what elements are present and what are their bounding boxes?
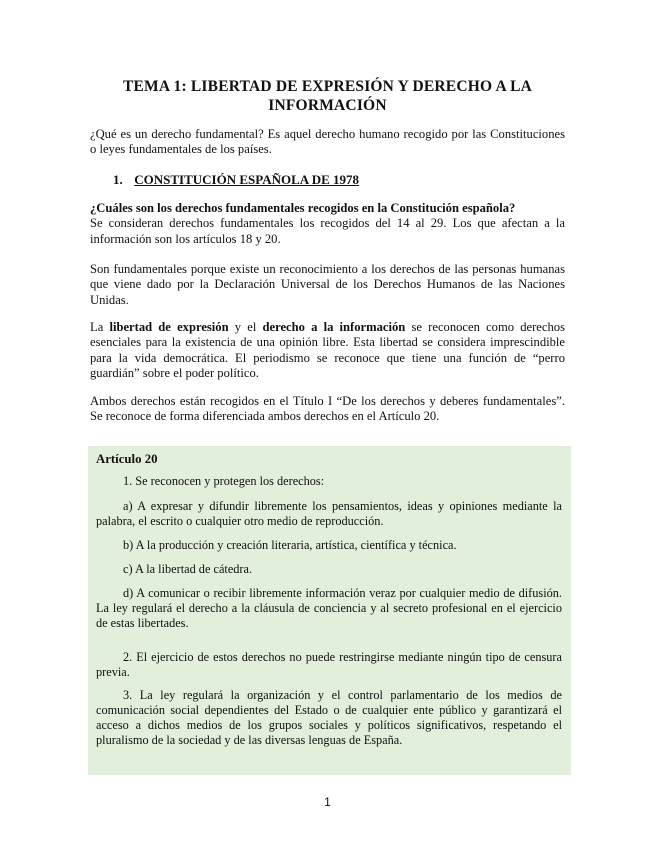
title-line-2: INFORMACIÓN [268, 97, 387, 114]
fundamentales-paragraph: Son fundamentales porque existe un reconocimiento a los derechos de las personas humanas que viene dado por la Declaración Universal de los Derechos Humanos de las Naciones Unidas. [90, 262, 565, 307]
answer-text: Se consideran derechos fundamentales los recogidos del 14 al 29. Los que afectan a la información son los artículos 18 y 20. [90, 216, 565, 246]
libertad-text-1: La [90, 320, 110, 334]
page-number: 1 [324, 795, 331, 809]
libertad-paragraph [90, 320, 565, 382]
section-heading [113, 172, 359, 188]
titulo-paragraph: Ambos derechos están recogidos en el Título I “De los derechos y deberes fundamentales”. Se reconoce de forma diferenciada ambos derechos en el Artículo 20. [90, 394, 565, 424]
page-title [95, 77, 560, 115]
articulo-paragraph-3: 3. La ley regulará la organización y el control parlamentario de los medios de comunicación social dependientes del Estado o de cualquier ente público y garantizará el acceso a dichos medios de los grupos sociales y políticos significativos, respetando el pluralismo de la sociedad y de las diversas lenguas de España. [96, 688, 562, 747]
articulo-item-d: d) A comunicar o recibir libremente información veraz por cualquier medio de difusión. La ley regulará el derecho a la cláusula de conciencia y al secreto profesional en el ejercicio de estas libertades. [96, 586, 562, 630]
articulo-item-b: b) A la producción y creación literaria, artística, científica y técnica. [123, 538, 457, 552]
libertad-bold-2: derecho a la información [262, 320, 406, 334]
section-number: 1. [113, 172, 123, 187]
articulo-item-a: a) A expresar y difundir libremente los pensamientos, ideas y opiniones mediante la palabra, el escrito o cualquier otro medio de reproducción. [96, 499, 562, 528]
section-title: CONSTITUCIÓN ESPAÑOLA DE 1978 [134, 172, 360, 187]
libertad-text-3: se reconocen como derechos esenciales para la existencia de una opinión libre. Esta libertad se considera imprescindible para la vida democrática. El periodismo se reconoce que tiene una función de “perro guardián” sobre el poder político. [90, 320, 565, 381]
question-text: ¿Cuáles son los derechos fundamentales recogidos en la Constitución española? [90, 201, 516, 215]
articulo-20-box [88, 446, 571, 775]
question-answer-paragraph [90, 201, 565, 247]
libertad-text-2: y el [228, 320, 263, 334]
articulo-item-c: c) A la libertad de cátedra. [123, 562, 253, 576]
libertad-bold-1: libertad de expresión [109, 320, 229, 334]
articulo-paragraph-2: 2. El ejercicio de estos derechos no puede restringirse mediante ningún tipo de censura previa. [96, 650, 562, 679]
title-line-1: TEMA 1: LIBERTAD DE EXPRESIÓN Y DERECHO A LA [122, 78, 533, 95]
articulo-title: Artículo 20 [96, 452, 158, 466]
intro-paragraph: ¿Qué es un derecho fundamental? Es aquel derecho humano recogido por las Constituciones o leyes fundamentales de los países. [90, 127, 565, 157]
articulo-paragraph-1: 1. Se reconocen y protegen los derechos: [123, 474, 325, 488]
